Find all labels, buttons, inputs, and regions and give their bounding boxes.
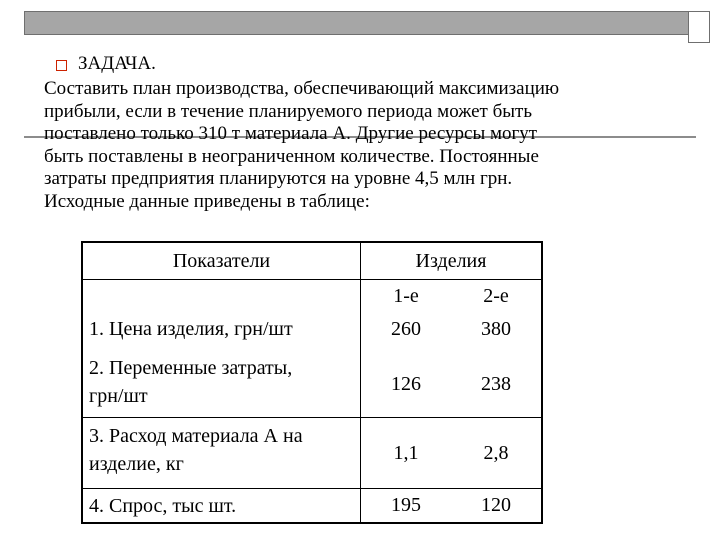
cell-value: 380 [481, 317, 511, 340]
table-row [82, 346, 542, 418]
source-data-table [81, 241, 543, 524]
header-indicators: Показатели [82, 242, 361, 280]
paragraph-line: Составить план производства, обеспечивающий максимизацию [44, 78, 560, 99]
row-label: 4. Спрос, тыс шт. [89, 494, 237, 517]
cell-value: 238 [451, 346, 542, 418]
paragraph-line: прибыли, если в течение планируемого периода может быть [44, 100, 532, 122]
cell-value: 195 [391, 494, 421, 516]
cell-value: 126 [361, 346, 452, 418]
paragraph-line: затраты предприятия планируются на уровне 4,5 млн грн. [44, 168, 513, 189]
paragraph-line: поставлено только 310 т материала А. Другие ресурсы могут [44, 123, 538, 144]
header-products: Изделия [361, 242, 543, 280]
paragraph-line: быть поставлены в неограниченном количестве. Постоянные [44, 145, 539, 167]
square-bullet-icon [56, 60, 67, 71]
row-label: изделие, кг [89, 453, 184, 475]
row-label: грн/шт [89, 384, 148, 407]
row-label: 3. Расход материала А на [89, 425, 303, 447]
slide-corner-square [688, 11, 710, 43]
task-heading: ЗАДАЧА. [78, 53, 156, 74]
table-row [82, 312, 542, 346]
header-product-1: 1-е [393, 284, 419, 307]
slide-top-bar [24, 11, 690, 35]
table-header-row [82, 242, 542, 280]
header-product-2: 2-е [483, 284, 509, 307]
cell-value: 1,1 [361, 418, 452, 489]
cell-value: 2,8 [451, 418, 542, 489]
table-subheader-row [82, 280, 542, 313]
row-label: 2. Переменные затраты, [89, 356, 293, 379]
task-paragraph [44, 78, 718, 213]
paragraph-line: Исходные данные приведены в таблице: [44, 190, 370, 212]
cell-value: 120 [481, 494, 511, 516]
table-row [82, 418, 542, 489]
table-row [82, 489, 542, 524]
cell-value: 260 [391, 317, 421, 340]
row-label: 1. Цена изделия, грн/шт [89, 318, 293, 340]
